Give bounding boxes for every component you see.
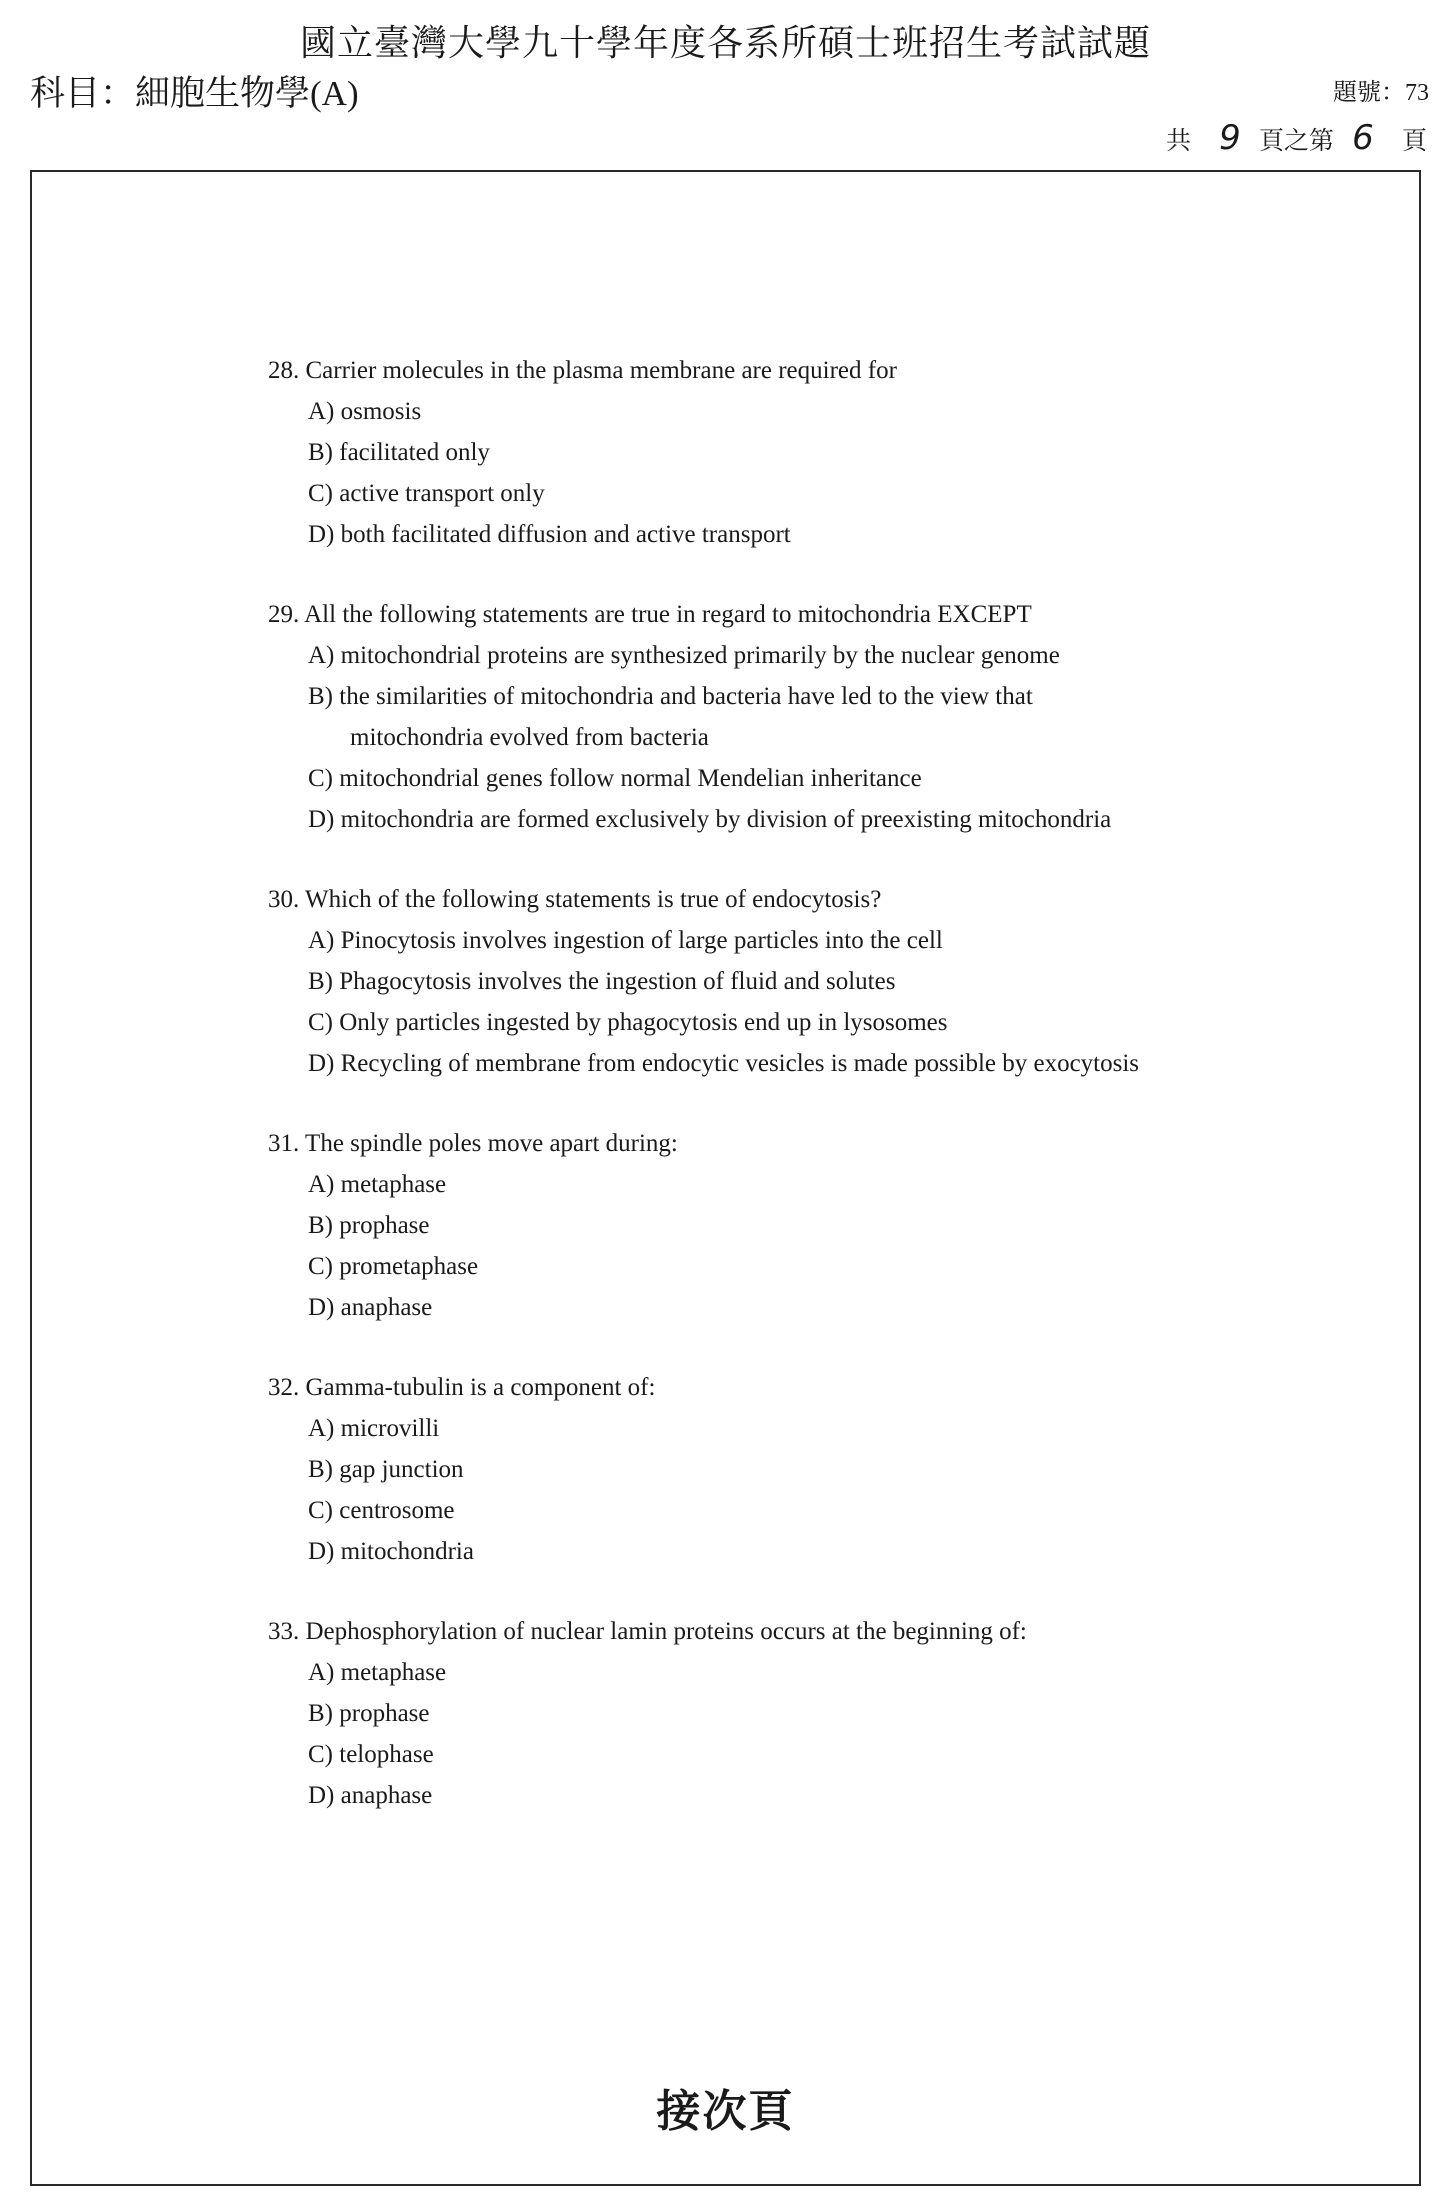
page-indicator <box>1166 118 1427 162</box>
option-a: A) Pinocytosis involves ingestion of large particles into the cell <box>308 927 943 954</box>
option-a: A) mitochondrial proteins are synthesized primarily by the nuclear genome <box>308 642 1060 669</box>
option-d: D) mitochondria <box>308 1538 474 1565</box>
current-page: 6 <box>1352 118 1374 158</box>
option-d: D) anaphase <box>308 1782 433 1809</box>
question-32 <box>268 1367 1368 1572</box>
question-28 <box>268 350 1368 555</box>
total-pages: 9 <box>1219 118 1241 158</box>
option-b: B) Phagocytosis involves the ingestion of fluid and solutes <box>308 968 896 995</box>
option-c: C) telophase <box>308 1741 434 1768</box>
option-a: A) osmosis <box>308 398 422 425</box>
question-stem: 31. The spindle poles move apart during: <box>268 1130 678 1157</box>
option-d: D) anaphase <box>308 1294 433 1321</box>
question-stem: 32. Gamma-tubulin is a component of: <box>268 1374 656 1401</box>
question-29 <box>268 594 1368 840</box>
question-stem: 30. Which of the following statements is true of endocytosis? <box>268 886 882 913</box>
option-d: D) Recycling of membrane from endocytic vesicles is made possible by exocytosis <box>308 1050 1140 1077</box>
pagination-prefix: 共 <box>1165 128 1191 155</box>
option-d: D) both facilitated diffusion and active transport <box>308 521 791 548</box>
option-c: C) centrosome <box>308 1497 455 1524</box>
exam-number-label: 題號： <box>1333 80 1405 106</box>
subject-label: 科目： <box>30 74 136 113</box>
question-30 <box>268 879 1368 1084</box>
question-stem: 29. All the following statements are true in regard to mitochondria EXCEPT <box>268 601 1032 628</box>
question-stem: 28. Carrier molecules in the plasma membrane are required for <box>268 357 897 384</box>
option-b: B) prophase <box>308 1700 430 1727</box>
subject-line <box>30 70 359 118</box>
option-b-continuation: mitochondria evolved from bacteria <box>350 724 709 751</box>
option-b: B) the similarities of mitochondria and bacteria have led to the view that <box>308 683 1033 710</box>
option-c: C) mitochondrial genes follow normal Mendelian inheritance <box>308 765 922 792</box>
option-c: C) Only particles ingested by phagocytosis end up in lysosomes <box>308 1009 948 1036</box>
continue-next-page: 接次頁 <box>656 2086 795 2137</box>
option-a: A) microvilli <box>308 1415 440 1442</box>
option-b: B) gap junction <box>308 1456 464 1483</box>
exam-number-value: 73 <box>1405 80 1429 106</box>
question-31 <box>268 1123 1368 1328</box>
option-b: B) facilitated only <box>308 439 490 466</box>
exam-number <box>1333 76 1429 110</box>
option-c: C) prometaphase <box>308 1253 479 1280</box>
option-a: A) metaphase <box>308 1171 447 1198</box>
question-stem: 33. Dephosphorylation of nuclear lamin proteins occurs at the beginning of: <box>268 1618 1027 1645</box>
pagination-suffix: 頁 <box>1401 128 1427 155</box>
option-a: A) metaphase <box>308 1659 447 1686</box>
option-d: D) mitochondria are formed exclusively by division of preexisting mitochondria <box>308 806 1112 833</box>
question-33 <box>268 1611 1368 1816</box>
question-list <box>268 350 1368 1855</box>
subject-name: 細胞生物學(A) <box>135 74 359 113</box>
option-b: B) prophase <box>308 1212 430 1239</box>
pagination-middle: 頁之第 <box>1258 128 1334 155</box>
page-title: 國立臺灣大學九十學年度各系所碩士班招生考試試題 <box>299 23 1151 63</box>
option-c: C) active transport only <box>308 480 545 507</box>
